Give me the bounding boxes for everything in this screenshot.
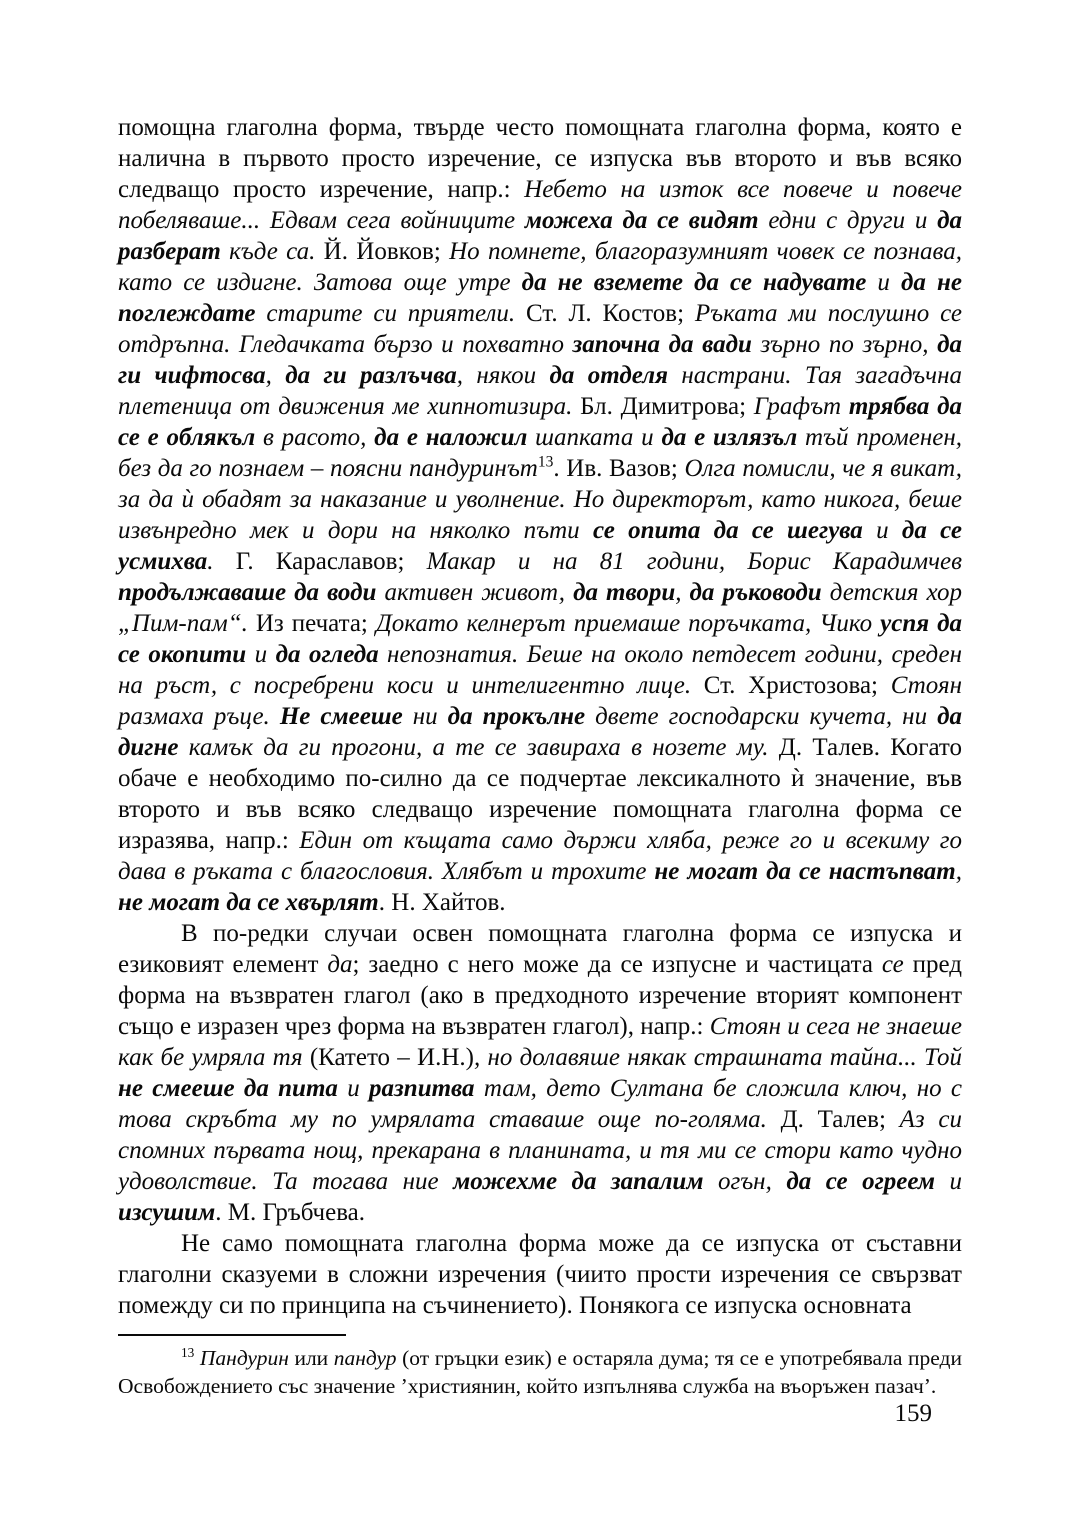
text-run: да разберат [118,207,962,265]
text-run: да се огреем [786,1168,935,1195]
text-run: Аз си спомних първата нощ, прекарана в планината, и тя ми се стори като чудно удоволствие. Та тогава ние [118,1106,962,1195]
text-run: да ги чифтосва [118,331,962,389]
text-run: и [862,517,902,544]
text-run: не могат да се настъпват [654,858,956,885]
text-run: изсушим [118,1199,216,1226]
text-run: Стоян размаха ръце. [118,672,962,730]
text-run: можеха да се видят [524,207,759,234]
footnote-reference: 13 [181,1344,195,1360]
text-run: да не поглеждате [118,269,963,327]
text-run: да е наложил [374,424,528,451]
text-run: да не вземете да се надувате [521,269,867,296]
text-run: детския хор „Пим-пам“. [118,579,962,637]
text-run: . Ив. Вазов; [553,455,685,482]
text-run: Олга помисли, че я викат, за да ѝ обадят за наказание и уволнение. Но директорът, като никога, беше извънредно мек и дори на няколко пъти [118,455,963,544]
text-run: да твори [573,579,676,606]
text-run: Макар и на 81 години, Борис Карадимчев [426,548,962,575]
text-run: започна да вади [572,331,752,358]
text-run: трябва да се е облякъл [118,393,962,451]
text-run: разпитва [369,1075,475,1102]
text-run: Един от къщата само държи хляба, реже го и всекиму го дава в ръката с благословия. Хлябът и трохите [118,827,962,885]
paragraph [118,918,962,1228]
text-run: Ст. Христозова; [691,672,891,699]
text-run: Ст. Л. Костов; [515,300,695,327]
text-run: Докато келнерът приемаше поръчката, Чико [375,610,881,637]
footnote-separator [118,1334,346,1336]
text-run: да огледа [275,641,379,668]
text-run: (от гръцки език) е остаряла дума; тя се е употребявала преди Освобождението със значение ’християнин, който изпълнява служба на въоръжен пазач’. [118,1346,962,1398]
text-run: непознатия. Беше на около петдесет години, среден на ръст, с посребрени коси и интелигентно лице. [118,641,962,699]
text-run: , [675,579,690,606]
text-run: , но долавяше някак страшната тайна... Той [473,1044,962,1071]
text-run: пред форма на възвратен глагол (ако в предходното изречение вторият компонент също е изразен чрез форма на възвратен глагол), напр.: [118,951,962,1040]
text-run: зърно по зърно, [751,331,938,358]
paragraph [118,1228,962,1321]
text-run: Не само помощната глаголна форма може да се изпуска от съставни глаголни сказуеми в сложни изречения (чиито прости изречения се свързват помежду си по принципа на съчинението). Понякога се изпуска основната [118,1230,962,1319]
text-run: Не смееше [279,703,403,730]
text-run: Из печата; [247,610,376,637]
text-run: Стоян и сега не знаеше как бе умряла тя [118,1013,962,1071]
text-run: активен живот, [376,579,574,606]
text-run: да отделя [549,362,668,389]
text-run: не могат да се хвърлят [118,889,379,916]
text-run: се [881,951,904,978]
text-run: в расото, [255,424,375,451]
text-run: , някои [456,362,550,389]
text-run: Й. Йовков; [315,238,450,265]
text-run: Ръката ми послушно се отдръпна. Гледачката бързо и похватно [118,300,962,358]
text-run: Пандурин [194,1346,289,1370]
text-run: и [337,1075,370,1102]
text-run: да прокълне [447,703,586,730]
text-run: тъй променен, без да го познаем – поясни пандуринът [118,424,963,482]
footnote-text [118,1344,962,1400]
text-run: не смееше да пита [118,1075,338,1102]
text-run: да дигне [118,703,962,761]
text-run: В по-редки случаи освен помощната глаголна форма се изпуска и езиковият елемент [118,920,962,978]
text-run: Бл. Димитрова; [572,393,754,420]
text-run: настрани. Тая загадъчна плетеница от движения ме хипнотизира. [118,362,962,420]
text-run: и [935,1168,962,1195]
text-run: там, дето Султана бе сложила ключ, но с това скръбта му по умрялата ставаше още по-голяма. [118,1075,963,1133]
paragraph [118,112,962,918]
text-run: Д. Талев. Когато обаче е необходимо по-силно да се подчертае лексикалното ѝ значение, във второто и във всяко следващо изречение помощната глаголна форма се изразява, напр.: [118,734,962,854]
text-run: старите си приятели. [255,300,516,327]
text-run: ни [402,703,448,730]
text-run: да се усмихва [118,517,962,575]
text-run: да е излязъл [661,424,798,451]
text-run: да ги разлъчва [285,362,457,389]
text-run: и [246,641,276,668]
footnote-reference: 13 [537,453,554,471]
text-run: камък да ги прогони, а те се завираха в нозете му. [178,734,769,761]
text-run: , [955,858,962,885]
text-run: едни с други и [758,207,938,234]
text-run: можехме да запалим [453,1168,704,1195]
text-column [118,112,962,1321]
text-run: ; заедно с него може да се изпусне и частицата [352,951,882,978]
text-run: (Катето – И.Н.) [309,1044,474,1071]
text-run: да ръководи [689,579,822,606]
text-run: двете господарски кучета, ни [585,703,938,730]
text-run: Г. Караславов; [213,548,427,575]
text-run: пандур [333,1346,397,1370]
text-run: помощна глаголна форма, твърде често помощната глаголна форма, която е налична в първото просто изречение, се изпуска във второто и във всяко следващо просто изречение, напр.: [118,114,962,203]
text-run: . Н. Хайтов. [378,889,506,916]
text-run: продължаваше да води [118,579,377,606]
text-run: успя да се окопити [118,610,962,668]
text-run: , [265,362,286,389]
text-run: Но помнете, благоразумният човек се познава, като се издигне. Затова още утре [118,238,962,296]
page-number: 159 [894,1400,932,1427]
text-run: огън, [703,1168,787,1195]
text-run: се опита да се шегува [592,517,863,544]
text-run: . [207,548,214,575]
text-run: Небето на изток все повече и повече побеляваше... Едвам сега войниците [118,176,963,234]
text-run: да [327,951,353,978]
text-run: къде са. [220,238,316,265]
text-run: Д. Талев; [766,1106,900,1133]
text-run: или [288,1346,334,1370]
text-run: и [866,269,902,296]
text-run: шапката и [527,424,662,451]
text-run: Графът [753,393,849,420]
text-run: . М. Гръбчева. [215,1199,366,1226]
